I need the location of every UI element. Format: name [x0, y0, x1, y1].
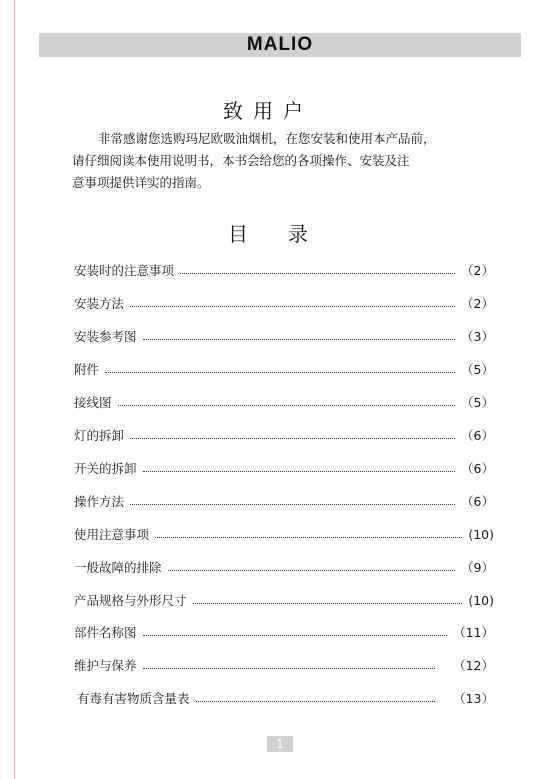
- intro-line-3: 意事项提供详实的指南。: [72, 175, 210, 190]
- toc-item-page: （6）: [461, 461, 494, 476]
- toc-item-page: （2）: [461, 263, 494, 278]
- intro-paragraph: [72, 128, 522, 194]
- toc-item[interactable]: [74, 493, 494, 509]
- toc-item[interactable]: [74, 592, 494, 608]
- toc-item-page: (10): [468, 526, 494, 542]
- toc-item-title: 有毒有害物质含量表: [77, 691, 190, 706]
- toc-item-title: 操作方法: [74, 494, 125, 509]
- intro-line-1: 非常感谢您选购玛尼欧吸油烟机，在您安装和使用本产品前，: [98, 131, 436, 146]
- toc-leader: [130, 504, 455, 505]
- toc-item-page: （12）: [453, 658, 494, 673]
- toc-item[interactable]: [74, 394, 494, 410]
- brand-logo: MALIO: [246, 34, 314, 55]
- toc-item[interactable]: [74, 361, 494, 377]
- toc-leader: [168, 570, 456, 571]
- toc-item-title: 维护与保养: [74, 658, 137, 673]
- toc-item-page: （13）: [453, 691, 494, 706]
- toc-item[interactable]: [74, 526, 494, 542]
- toc-item-title: 灯的拆卸: [74, 428, 125, 443]
- toc-leader: [143, 471, 456, 472]
- toc-item[interactable]: [74, 657, 494, 673]
- toc-item-title: 部件名称图: [74, 625, 137, 640]
- toc-leader: [143, 339, 456, 340]
- toc-leader: [130, 438, 455, 439]
- toc-item-page: （2）: [461, 296, 494, 311]
- toc-item[interactable]: [77, 690, 494, 706]
- toc-item-title: 接线图: [74, 395, 112, 410]
- toc-item[interactable]: [74, 427, 494, 443]
- toc-leader: [196, 701, 436, 702]
- toc-item[interactable]: [74, 262, 494, 278]
- toc-leader: [155, 537, 462, 538]
- toc-item-page: （11）: [453, 625, 494, 640]
- toc-item[interactable]: [74, 559, 494, 575]
- toc-item-page: （6）: [461, 494, 494, 509]
- toc-item-title: 安装方法: [74, 296, 125, 311]
- toc-item[interactable]: [74, 295, 494, 311]
- intro-line-2: 请仔细阅读本使用说明书，本书会给您的各项操作、安装及注: [72, 153, 410, 168]
- greeting-title: 致用户: [223, 99, 313, 123]
- toc-item-page: （3）: [461, 329, 494, 344]
- toc-leader: [130, 306, 455, 307]
- toc-item-page: （5）: [461, 362, 494, 377]
- toc-item-title: 安装时的注意事项: [74, 263, 175, 278]
- toc-item-page: （5）: [461, 395, 494, 410]
- toc-leader: [193, 603, 462, 604]
- page-number: 1: [267, 736, 293, 752]
- toc-item-page: (10): [468, 592, 494, 608]
- toc-leader: [143, 668, 436, 669]
- toc-item[interactable]: [74, 624, 494, 640]
- toc-leader: [180, 273, 455, 274]
- toc-item-title: 一般故障的排除: [74, 560, 162, 575]
- toc-leader: [105, 372, 455, 373]
- header-bar: [39, 33, 521, 57]
- toc-leader: [118, 405, 456, 406]
- toc-item-title: 安装参考图: [74, 329, 137, 344]
- toc-item[interactable]: [74, 460, 494, 476]
- toc-item-title: 开关的拆卸: [74, 461, 137, 476]
- toc-leader: [143, 635, 448, 636]
- toc-item-title: 产品规格与外形尺寸: [74, 593, 187, 608]
- toc-item[interactable]: [74, 328, 494, 344]
- toc-title: 目录: [228, 222, 348, 246]
- toc-item-title: 使用注意事项: [74, 527, 150, 542]
- toc-item-title: 附件: [74, 362, 100, 377]
- toc-item-page: （9）: [461, 560, 494, 575]
- toc-item-page: （6）: [461, 428, 494, 443]
